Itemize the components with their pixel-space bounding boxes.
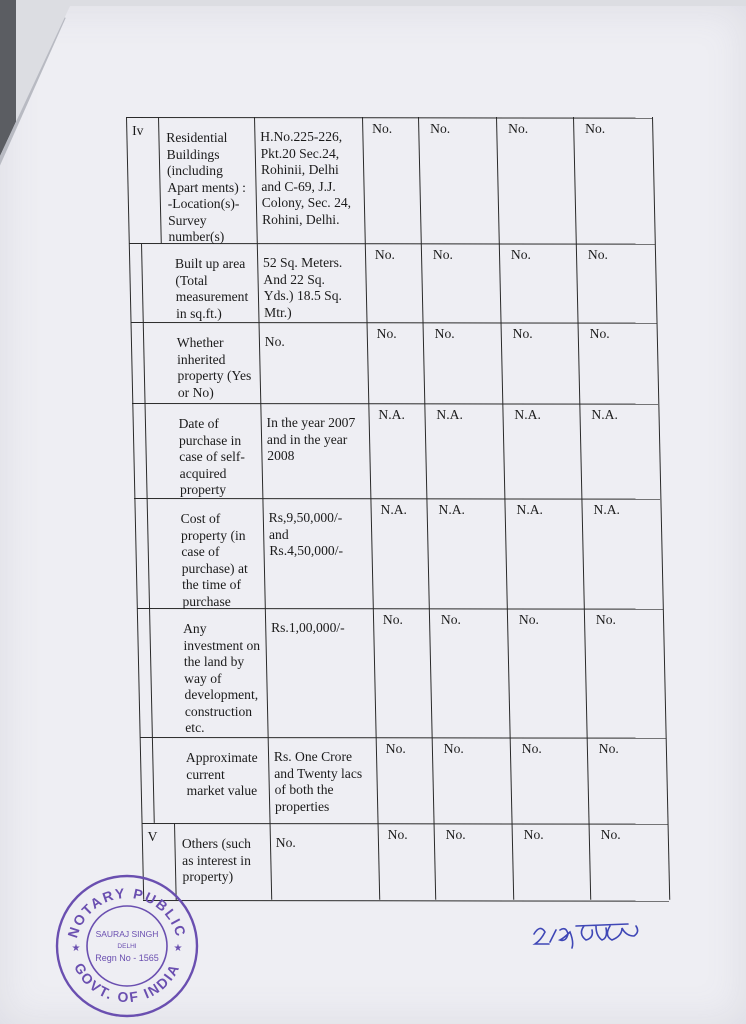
dependent-value: N.A. (436, 407, 463, 422)
dependent-value: N.A. (516, 502, 543, 517)
stamp-regn: Regn No - 1565 (95, 953, 159, 963)
dependent-value: No. (376, 326, 397, 341)
item-details: properties (274, 798, 330, 814)
item-label: the time of (182, 577, 241, 592)
item-details: Mtr.) (264, 304, 292, 320)
item-label: property (Yes (177, 368, 252, 383)
dependent-value: No. (600, 827, 621, 842)
dependent-value: No. (385, 741, 406, 756)
dependent-value: N.A. (514, 407, 541, 422)
dependent-value: N.A. (591, 407, 618, 422)
item-details: 2008 (267, 448, 295, 463)
item-label: current (186, 766, 225, 782)
dependent-value: No. (589, 326, 610, 341)
dependent-value: No. (432, 247, 453, 262)
item-label: etc. (185, 720, 205, 735)
item-label: market value (186, 783, 258, 798)
dependent-value: No. (521, 741, 542, 756)
item-details: Colony, Sec. 24, (261, 195, 352, 210)
item-details: Yds.) 18.5 Sq. (263, 288, 342, 303)
item-label: Apart ments) : (167, 179, 246, 195)
dependent-value: No. (430, 121, 451, 136)
item-details: No. (275, 835, 296, 850)
item-label: acquired (179, 465, 227, 481)
item-label: as interest in (182, 852, 251, 868)
item-label: inherited (177, 351, 226, 367)
dependent-value: No. (595, 612, 616, 627)
item-details: Rs. One Crore (273, 749, 353, 764)
item-details: of both the (274, 782, 334, 797)
dependent-value: No. (585, 121, 606, 136)
item-details: H.No.225-226, (260, 129, 343, 144)
dependent-value: No. (387, 827, 408, 842)
stamp-arc-top: NOTARY PUBLIC (64, 884, 190, 940)
dependent-value: No. (598, 741, 619, 756)
item-label: (Total (175, 272, 208, 288)
item-label: property (in (181, 527, 246, 543)
item-label: number(s) (168, 229, 225, 244)
dependent-value: No. (445, 827, 466, 842)
dependent-value: No. (443, 741, 464, 756)
dependent-value: No. (523, 827, 544, 842)
dependent-value: No. (587, 247, 608, 262)
item-label: Date of (178, 416, 219, 431)
item-details: and C-69, J.J. (261, 178, 336, 194)
item-label: purchase (182, 593, 231, 609)
item-label: or No) (177, 384, 214, 400)
item-label: way of (184, 670, 222, 686)
item-label: case of (181, 544, 220, 559)
dependent-value: N.A. (378, 407, 405, 422)
signature-scribble (530, 912, 660, 952)
item-details: Rs.4,50,000/- (269, 543, 343, 558)
item-details: Rohinii, Delhi (260, 162, 339, 177)
row-serial: Iv (132, 123, 144, 138)
dependent-value: N.A. (380, 502, 407, 517)
dependent-value: No. (372, 121, 393, 136)
item-label: investment on (183, 637, 261, 653)
item-label: Residential (166, 130, 228, 145)
document-page (0, 6, 746, 1024)
item-details: In the year 2007 (266, 415, 356, 430)
dependent-value: No. (518, 612, 539, 627)
item-details: Rs.1,00,000/- (271, 620, 345, 635)
item-details: and Twenty lacs (274, 765, 363, 781)
item-details: Rohini, Delhi. (262, 211, 340, 227)
dependent-value: No. (382, 612, 403, 627)
item-details: and in the year (266, 431, 348, 447)
item-details: Pkt.20 Sec.24, (260, 145, 340, 161)
item-details: and (269, 526, 289, 542)
stamp-star-right-icon: ★ (173, 943, 183, 954)
item-label: (including (167, 163, 223, 178)
item-label: measurement (175, 289, 249, 304)
item-details: And 22 Sq. (263, 271, 325, 287)
dependent-value: No. (510, 247, 531, 262)
item-label: development, (184, 687, 259, 702)
item-label: purchase in (178, 432, 242, 448)
item-label: Approximate (185, 750, 258, 765)
row-serial: V (147, 829, 158, 844)
dependent-value: No. (374, 247, 395, 262)
stamp-arc-bottom: GOVT. OF INDIA (71, 960, 183, 1006)
item-label: in sq.ft.) (176, 305, 222, 321)
item-label: purchase) at (181, 560, 248, 576)
item-details: 52 Sq. Meters. (263, 255, 343, 270)
item-details: No. (264, 334, 285, 349)
dependent-value: No. (512, 326, 533, 341)
stamp-star-left-icon: ★ (71, 943, 81, 954)
dependent-value: No. (440, 612, 461, 627)
item-label: property) (182, 869, 234, 884)
notary-stamp (54, 873, 200, 1019)
dependent-value: N.A. (593, 502, 620, 517)
item-label: property (180, 482, 227, 497)
item-label: Built up area (175, 256, 246, 271)
item-details: Rs,9,50,000/- (268, 510, 343, 525)
item-label: Survey (168, 212, 207, 228)
item-label: Buildings (166, 146, 220, 162)
item-label: construction (184, 703, 253, 719)
dependent-value: No. (508, 121, 529, 136)
item-label: Whether (176, 335, 224, 350)
item-label: the land by (183, 654, 245, 669)
item-label: Any (183, 621, 207, 636)
item-label: Cost of (180, 511, 221, 526)
item-label: -Location(s)- (167, 196, 240, 211)
item-label: Others (such (181, 836, 251, 851)
handwritten-signature (530, 912, 660, 952)
stamp-place: DELHI (117, 943, 137, 950)
stamp-name: SAURAJ SINGH (95, 929, 159, 939)
item-label: case of self- (179, 449, 245, 464)
dependent-value: No. (434, 326, 455, 341)
dependent-value: N.A. (438, 502, 465, 517)
